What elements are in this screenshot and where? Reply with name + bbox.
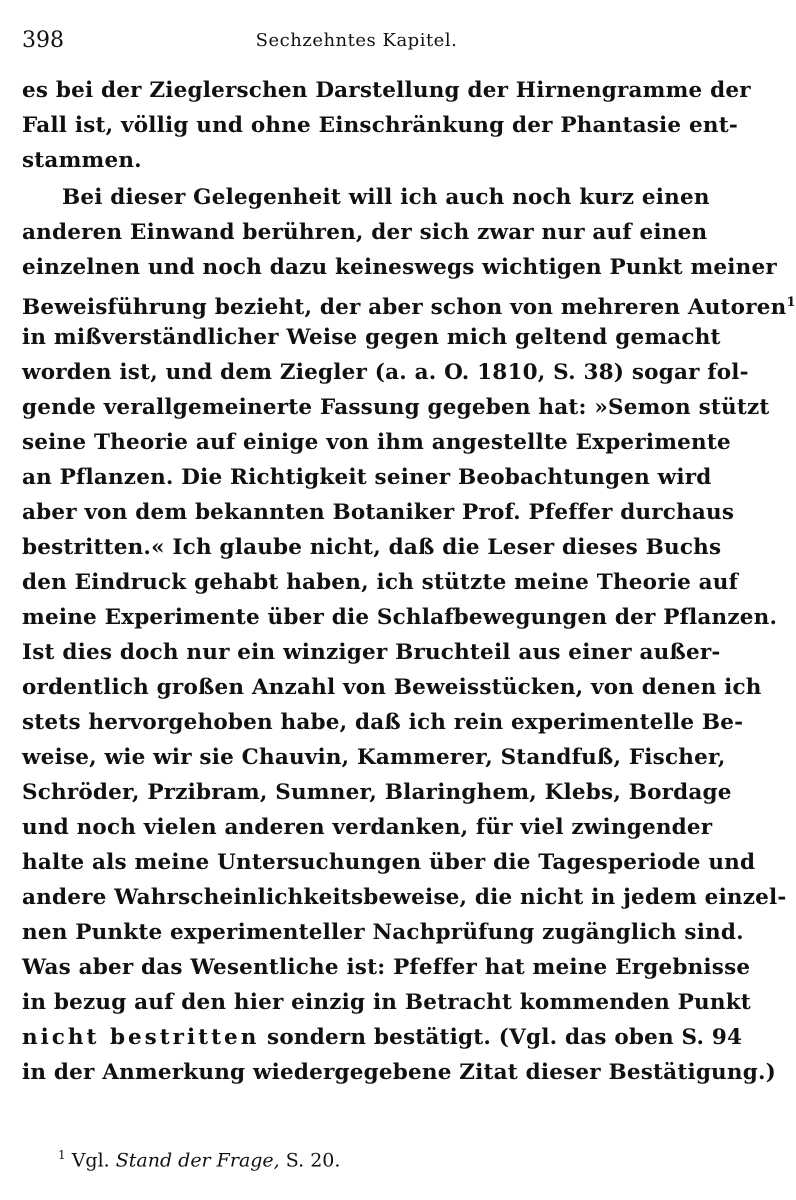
footnote-title: Stand der Frage,: [115, 1149, 280, 1172]
footnote-marker: 1: [786, 295, 796, 310]
text-line: seine Theorie auf einige von ihm angestellte Experimente: [22, 430, 731, 455]
text-line: Schröder, Przibram, Sumner, Blaringhem, Klebs, Bordage: [22, 780, 732, 805]
text-line: andere Wahrscheinlichkeitsbeweise, die nicht in jedem einzel-: [22, 885, 787, 910]
text-line: Ist dies doch nur ein winziger Bruchteil aus einer außer-: [22, 640, 721, 665]
text-line: gende verallgemeinerte Fassung gegeben hat: »Semon stützt: [22, 395, 770, 420]
text-line: nen Punkte experimenteller Nachprüfung zugänglich sind.: [22, 920, 744, 945]
text-line: Fall ist, völlig und ohne Einschränkung der Phantasie ent-: [22, 113, 738, 138]
text-line: stammen.: [22, 148, 142, 173]
line-text: sondern bestätigt. (Vgl. das oben S. 94: [259, 1025, 743, 1050]
running-head: Sechzehntes Kapitel.: [255, 30, 458, 51]
page-header: [22, 28, 691, 58]
text-line: [22, 288, 796, 321]
footnote-suffix: S. 20.: [279, 1149, 341, 1172]
text-line: bestritten.« Ich glaube nicht, daß die Leser dieses Buchs: [22, 535, 722, 560]
text-line: Bei dieser Gelegenheit will ich auch noch kurz einen: [62, 185, 710, 210]
text-line: ordentlich großen Anzahl von Beweisstücken, von denen ich: [22, 675, 762, 700]
text-line: und noch vielen anderen verdanken, für viel zwingender: [22, 815, 713, 840]
text-line: in mißverständlicher Weise gegen mich geltend gemacht: [22, 325, 721, 350]
footnote-number: 1: [58, 1148, 66, 1162]
line-text: Beweisführung bezieht, der aber schon von mehreren Autoren: [22, 295, 787, 321]
text-line: in bezug auf den hier einzig in Betracht kommenden Punkt: [22, 990, 751, 1015]
text-line: Was aber das Wesentliche ist: Pfeffer hat meine Ergebnisse: [22, 955, 751, 980]
page-number: 398: [22, 28, 64, 53]
emphasis-line: [22, 1023, 743, 1053]
footnote-prefix: Vgl.: [71, 1149, 116, 1172]
text-line: an Pflanzen. Die Richtigkeit seiner Beobachtungen wird: [22, 465, 712, 490]
text-line: es bei der Zieglerschen Darstellung der Hirnengramme der: [22, 78, 751, 103]
text-line: weise, wie wir sie Chauvin, Kammerer, Standfuß, Fischer,: [22, 745, 726, 770]
emphasized-text: nicht bestritten: [22, 1025, 260, 1050]
text-line: anderen Einwand berühren, der sich zwar nur auf einen: [22, 220, 708, 245]
footnote: [58, 1148, 340, 1171]
text-line: worden ist, und dem Ziegler (a. a. O. 1810, S. 38) sogar fol-: [22, 360, 749, 385]
text-line: meine Experimente über die Schlafbewegungen der Pflanzen.: [22, 605, 778, 630]
text-line: stets hervorgehoben habe, daß ich rein experimentelle Be-: [22, 710, 744, 735]
text-line: aber von dem bekannten Botaniker Prof. Pfeffer durchaus: [22, 500, 735, 525]
text-line: in der Anmerkung wiedergegebene Zitat dieser Bestätigung.): [22, 1060, 777, 1085]
text-line: halte als meine Untersuchungen über die Tagesperiode und: [22, 850, 756, 875]
text-line: den Eindruck gehabt haben, ich stützte meine Theorie auf: [22, 570, 739, 595]
text-line: einzelnen und noch dazu keineswegs wichtigen Punkt meiner: [22, 255, 777, 280]
